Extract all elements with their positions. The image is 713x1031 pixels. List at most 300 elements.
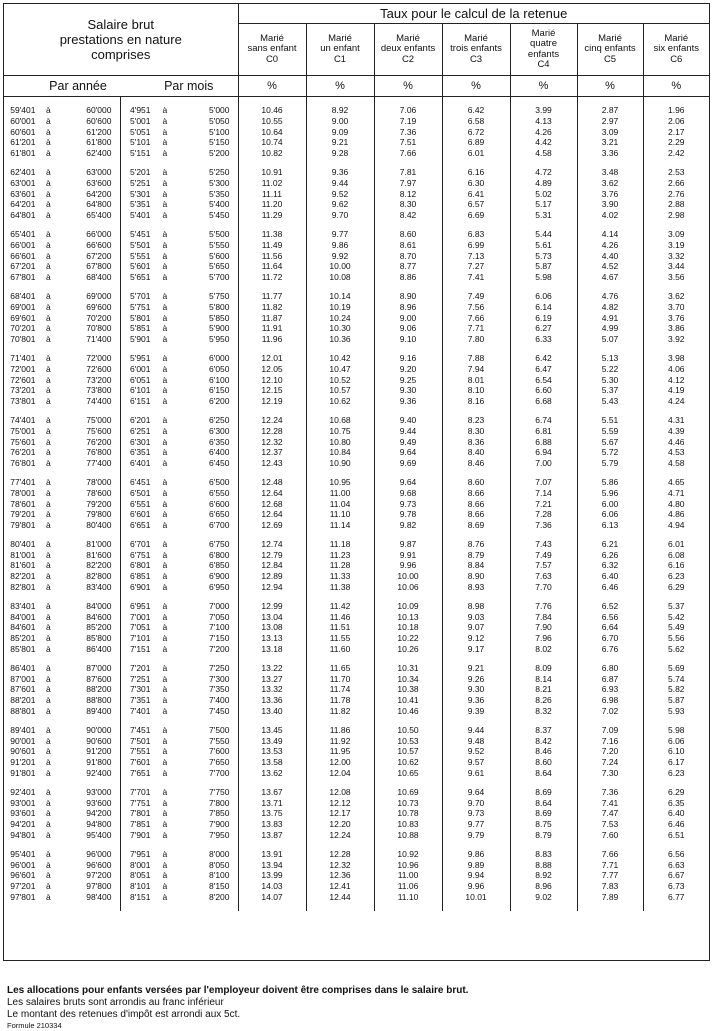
salary-range-cell: [120, 622, 238, 633]
rate-cell: 9.73: [374, 499, 442, 510]
range-to: 5'500: [208, 228, 230, 239]
salary-range-cell: [4, 892, 120, 903]
rate-cell: 3.36: [577, 148, 643, 159]
rate-cell: 3.62: [667, 290, 685, 301]
spacer-cell: [4, 469, 120, 477]
range-from: 7'951: [129, 848, 151, 859]
salary-range-cell: [4, 313, 120, 324]
range-from: 61'801: [10, 148, 36, 159]
rate-cell: 13.53: [238, 746, 306, 757]
table-row: [4, 622, 709, 633]
rate-cell: 8.26: [510, 695, 577, 706]
salary-range: [4, 447, 120, 458]
rate-cell: 9.09: [306, 127, 374, 138]
rate-cell: 6.64: [577, 622, 643, 633]
spacer-cell: [643, 841, 709, 849]
salary-range: [121, 870, 238, 881]
range-from: 5'851: [129, 323, 151, 334]
rate-cell: 10.18: [374, 622, 442, 633]
group-spacer: [4, 841, 709, 849]
rate-cell: 6.98: [577, 695, 643, 706]
salary-range: [4, 261, 120, 272]
rate-cell: 11.00: [374, 870, 442, 881]
rate-cell: 9.64: [374, 477, 442, 488]
rate-cell: 8.92: [510, 870, 577, 881]
rate-cell: 4.65: [667, 476, 685, 487]
table-row: [4, 488, 709, 499]
rate-cell: 6.29: [667, 582, 685, 593]
range-to: 87'000: [86, 662, 112, 673]
range-separator: à: [162, 735, 168, 746]
spacer-cell: [510, 469, 577, 477]
salary-range-cell: [4, 808, 120, 819]
spacer-cell: [510, 593, 577, 601]
salary-range-cell: [4, 385, 120, 396]
salary-range: [121, 520, 238, 531]
rate-cell: 8.21: [510, 684, 577, 695]
rate-cell: 10.26: [374, 644, 442, 655]
rate-cell: 4.52: [577, 261, 643, 272]
salary-range: [121, 787, 238, 798]
spacer-cell: [442, 717, 510, 725]
range-separator: à: [162, 549, 168, 560]
range-from: 5'351: [129, 199, 151, 210]
salary-range: [4, 240, 120, 251]
range-to: 8'100: [208, 870, 230, 881]
rate-cell: 13.71: [238, 798, 306, 809]
range-from: 69'601: [10, 312, 36, 323]
rate-cell: 9.77: [442, 819, 510, 830]
rate-cell: 5.87: [667, 695, 685, 706]
rate-column-header-line: Marié: [531, 27, 556, 39]
rate-cell: 13.83: [238, 819, 306, 830]
rate-cell: 3.19: [667, 239, 685, 250]
range-separator: à: [162, 892, 168, 902]
rate-cell: 9.44: [374, 426, 442, 437]
rate-cell: 7.24: [577, 757, 643, 768]
range-from: 5'551: [129, 250, 151, 261]
range-separator: à: [162, 312, 168, 323]
salary-range: [4, 539, 120, 550]
range-to: 7'150: [208, 633, 230, 644]
spacer-cell: [510, 531, 577, 539]
range-to: 5'150: [208, 137, 230, 148]
range-to: 5'450: [208, 210, 230, 221]
range-from: 7'851: [129, 819, 151, 830]
range-from: 65'401: [10, 228, 36, 239]
rate-cell: 12.05: [238, 364, 306, 375]
rate-cell: 9.40: [374, 415, 442, 426]
spacer-cell: [120, 221, 238, 229]
range-from: 6'901: [129, 582, 151, 593]
salary-range: [121, 695, 238, 706]
salary-range: [4, 127, 120, 138]
salary-range-cell: [4, 860, 120, 871]
range-to: 70'800: [86, 323, 112, 334]
salary-range-cell: [4, 116, 120, 127]
spacer-cell: [510, 655, 577, 663]
rate-cell: 10.24: [306, 313, 374, 324]
range-to: 7'500: [208, 724, 230, 735]
rate-cell: 6.80: [577, 663, 643, 674]
table-row: [4, 644, 709, 655]
rate-cell: 11.56: [238, 251, 306, 262]
salary-range-cell: [120, 302, 238, 313]
table-row: [4, 302, 709, 313]
range-from: 63'601: [10, 188, 36, 199]
rate-cell: 11.04: [306, 499, 374, 510]
salary-range-cell: [120, 644, 238, 655]
rate-cell: 12.84: [238, 560, 306, 571]
rate-cell: 13.45: [238, 725, 306, 736]
rate-cell: 3.09: [577, 127, 643, 138]
rate-cell: 13.04: [238, 612, 306, 623]
rate-cell: 8.64: [510, 768, 577, 779]
range-from: 93'001: [10, 797, 36, 808]
group-spacer: [4, 779, 709, 787]
salary-range: [4, 746, 120, 757]
rate-cell: 12.99: [238, 601, 306, 612]
range-to: 6'700: [208, 520, 230, 531]
rate-cell: 13.67: [238, 787, 306, 798]
rate-cell: 6.32: [577, 560, 643, 571]
rate-cell: 8.23: [442, 415, 510, 426]
rate-cell: 9.87: [374, 539, 442, 550]
par-annee-label: Par année: [49, 79, 107, 93]
rate-cell: 8.69: [510, 787, 577, 798]
range-separator: à: [162, 724, 168, 735]
rate-cell: 11.91: [238, 323, 306, 334]
range-from: 5'801: [129, 312, 151, 323]
range-separator: à: [162, 374, 168, 385]
range-from: 6'601: [129, 509, 151, 520]
range-to: 8'050: [208, 859, 230, 870]
salary-range: [4, 644, 120, 655]
rate-cell: 11.78: [306, 695, 374, 706]
rate-cell: 9.64: [374, 447, 442, 458]
salary-range-cell: [120, 870, 238, 881]
table-row: [4, 334, 709, 345]
rate-cell: 10.41: [374, 695, 442, 706]
rate-cell: 4.89: [510, 178, 577, 189]
range-separator: à: [46, 414, 51, 425]
salary-range-cell: [4, 768, 120, 779]
rate-cell: 4.91: [577, 313, 643, 324]
salary-range-cell: [120, 137, 238, 148]
rate-cell: 10.36: [306, 334, 374, 345]
range-to: 5'750: [208, 290, 230, 301]
range-from: 86'401: [10, 662, 36, 673]
rate-cell: 5.22: [577, 364, 643, 375]
salary-range: [121, 684, 238, 695]
range-separator: à: [46, 137, 51, 148]
range-to: 7'800: [208, 797, 230, 808]
rate-cell: 10.64: [238, 127, 306, 138]
rate-cell: 6.60: [510, 385, 577, 396]
rate-cell: 9.70: [442, 798, 510, 809]
range-to: 86'400: [86, 644, 112, 655]
range-from: 67'801: [10, 272, 36, 283]
spacer-cell: [643, 283, 709, 291]
spacer-cell: [4, 531, 120, 539]
rate-cell: 9.17: [442, 644, 510, 655]
salary-range-cell: [4, 458, 120, 469]
range-from: 70'801: [10, 334, 36, 345]
rate-cell: 11.72: [238, 272, 306, 283]
salary-range-cell: [4, 353, 120, 364]
range-separator: à: [162, 662, 168, 673]
spacer-cell: [4, 221, 120, 229]
salary-range-cell: [120, 189, 238, 200]
salary-range-cell: [120, 458, 238, 469]
rate-cell: 12.94: [238, 582, 306, 593]
range-from: 90'001: [10, 735, 36, 746]
range-separator: à: [162, 425, 168, 436]
range-separator: à: [46, 115, 51, 126]
rate-column-header: [374, 24, 442, 76]
rate-cell: 11.46: [306, 612, 374, 623]
range-separator: à: [162, 881, 168, 892]
rate-cell: 8.01: [442, 375, 510, 386]
rate-cell: 3.44: [667, 261, 685, 272]
spacer-cell: [238, 283, 306, 291]
salary-range: [121, 706, 238, 717]
salary-range: [121, 105, 238, 116]
rate-cell: 4.80: [667, 498, 685, 509]
range-from: 81'601: [10, 560, 36, 571]
spacer-cell: [238, 97, 306, 106]
salary-range: [4, 612, 120, 623]
rate-cell: 5.37: [667, 600, 685, 611]
rate-column-header-line: C4: [537, 59, 550, 70]
range-separator: à: [162, 352, 168, 363]
rate-cell: 5.86: [577, 477, 643, 488]
rate-cell: 6.10: [667, 746, 685, 757]
rate-group-title: Taux pour le calcul de la retenue: [238, 4, 709, 24]
rate-cell: 12.10: [238, 375, 306, 386]
salary-range: [121, 364, 238, 375]
rate-cell: 8.42: [374, 210, 442, 221]
range-separator: à: [162, 830, 168, 841]
rate-cell: 8.83: [510, 849, 577, 860]
range-to: 6'150: [208, 385, 230, 396]
range-to: 5'650: [208, 261, 230, 272]
rate-cell: 12.20: [306, 819, 374, 830]
spacer-cell: [238, 159, 306, 167]
table-row: [4, 291, 709, 302]
rate-cell: 6.51: [667, 830, 685, 841]
rate-cell: 12.79: [238, 550, 306, 561]
salary-range-cell: [120, 229, 238, 240]
rate-cell: 6.56: [667, 848, 685, 859]
group-spacer: [4, 159, 709, 167]
range-to: 5'950: [208, 334, 230, 345]
range-to: 69'600: [86, 301, 112, 312]
range-to: 5'300: [208, 177, 230, 188]
rate-cell: 5.61: [510, 240, 577, 251]
salary-header-line-2: prestations en nature: [59, 32, 182, 47]
spacer-cell: [577, 469, 643, 477]
rate-cell: 4.24: [667, 396, 685, 407]
range-from: 97'801: [10, 892, 36, 902]
rate-cell: 8.32: [510, 706, 577, 717]
range-separator: à: [46, 323, 51, 334]
rate-cell: 10.30: [306, 323, 374, 334]
range-from: 69'001: [10, 301, 36, 312]
range-from: 5'751: [129, 301, 151, 312]
rate-cell: 6.74: [510, 415, 577, 426]
range-separator: à: [46, 239, 51, 250]
rate-cell: 9.96: [442, 881, 510, 892]
range-from: 94'801: [10, 830, 36, 841]
rate-cell: 10.06: [374, 582, 442, 593]
range-to: 63'600: [86, 177, 112, 188]
range-from: 82'801: [10, 582, 36, 593]
range-separator: à: [46, 272, 51, 283]
rate-cell: 9.86: [442, 849, 510, 860]
range-from: 70'201: [10, 323, 36, 334]
salary-range-cell: [120, 488, 238, 499]
salary-range-cell: [4, 539, 120, 550]
range-from: 6'851: [129, 571, 151, 582]
rate-cell: 13.87: [238, 830, 306, 841]
salary-range: [4, 571, 120, 582]
salary-range: [4, 375, 120, 386]
spacer-cell: [442, 159, 510, 167]
range-separator: à: [162, 177, 168, 188]
range-separator: à: [162, 137, 168, 148]
spacer-cell: [4, 841, 120, 849]
range-separator: à: [162, 396, 168, 407]
spacer-cell: [238, 345, 306, 353]
salary-range-cell: [4, 830, 120, 841]
range-separator: à: [162, 199, 168, 210]
rate-cell: 7.51: [374, 137, 442, 148]
salary-range: [4, 870, 120, 881]
range-to: 61'200: [86, 126, 112, 137]
spacer-cell: [4, 593, 120, 601]
rate-cell: 13.91: [238, 849, 306, 860]
range-to: 7'850: [208, 808, 230, 819]
rate-cell: 9.52: [442, 746, 510, 757]
salary-range: [4, 396, 120, 407]
salary-range: [121, 313, 238, 324]
salary-range: [121, 477, 238, 488]
rate-cell: 11.82: [238, 302, 306, 313]
rate-cell: 10.95: [306, 477, 374, 488]
rate-cell: 7.66: [442, 313, 510, 324]
table-row: [4, 798, 709, 809]
rate-cell: 5.93: [667, 706, 685, 717]
rate-cell: 13.22: [238, 663, 306, 674]
spacer-cell: [442, 779, 510, 787]
salary-range: [121, 560, 238, 571]
rate-cell: 6.42: [510, 353, 577, 364]
rate-cell: 9.02: [510, 892, 577, 903]
range-from: 5'001: [129, 115, 151, 126]
spacer-cell: [4, 903, 120, 911]
table-row: [4, 560, 709, 571]
spacer-cell: [120, 469, 238, 477]
table-row: [4, 251, 709, 262]
range-from: 5'251: [129, 177, 151, 188]
rate-cell: 11.23: [306, 550, 374, 561]
range-from: 97'201: [10, 881, 36, 892]
spacer-cell: [442, 469, 510, 477]
group-spacer: [4, 221, 709, 229]
rate-cell: 6.52: [577, 601, 643, 612]
salary-range-cell: [120, 674, 238, 685]
salary-range-cell: [4, 251, 120, 262]
range-separator: à: [46, 735, 51, 746]
percent-unit: %: [643, 76, 709, 97]
rate-cell: 2.87: [577, 105, 643, 116]
table-row: [4, 633, 709, 644]
rate-cell: 10.46: [238, 105, 306, 116]
range-to: 66'000: [86, 228, 112, 239]
range-from: 5'901: [129, 334, 151, 345]
salary-range-cell: [120, 757, 238, 768]
salary-range-cell: [120, 684, 238, 695]
salary-range-cell: [120, 148, 238, 159]
salary-range-cell: [120, 167, 238, 178]
salary-range-cell: [4, 849, 120, 860]
range-from: 6'651: [129, 520, 151, 531]
range-separator: à: [46, 582, 51, 593]
range-to: 66'600: [86, 239, 112, 250]
salary-range-cell: [120, 695, 238, 706]
rate-cell: 12.89: [238, 571, 306, 582]
range-separator: à: [46, 487, 51, 498]
group-spacer: [4, 531, 709, 539]
par-mois-label: Par mois: [164, 79, 214, 93]
rate-column-header-line: six enfants: [653, 43, 699, 55]
range-from: 66'601: [10, 250, 36, 261]
range-separator: à: [46, 768, 51, 779]
range-to: 6'350: [208, 436, 230, 447]
range-from: 6'051: [129, 374, 151, 385]
spacer-cell: [643, 407, 709, 415]
rate-cell: 9.70: [306, 210, 374, 221]
rate-cell: 8.66: [442, 509, 510, 520]
rate-cell: 10.75: [306, 426, 374, 437]
range-separator: à: [46, 746, 51, 757]
rate-cell: 8.96: [510, 881, 577, 892]
rate-cell: 5.87: [510, 261, 577, 272]
rate-cell: 13.40: [238, 706, 306, 717]
spacer-cell: [577, 655, 643, 663]
salary-range: [4, 509, 120, 520]
range-separator: à: [46, 199, 51, 210]
rate-cell: 9.12: [442, 633, 510, 644]
salary-range-cell: [120, 571, 238, 582]
salary-range-cell: [120, 663, 238, 674]
salary-range: [4, 334, 120, 345]
range-from: 7'401: [129, 706, 151, 717]
spacer-cell: [442, 593, 510, 601]
salary-range: [4, 458, 120, 469]
rate-cell: 11.18: [306, 539, 374, 550]
range-from: 5'951: [129, 352, 151, 363]
rate-column-header: [643, 24, 709, 76]
rate-cell: 7.56: [442, 302, 510, 313]
rate-cell: 7.89: [577, 892, 643, 903]
range-to: 92'400: [86, 768, 112, 779]
rate-cell: 9.91: [374, 550, 442, 561]
salary-range-cell: [120, 334, 238, 345]
range-to: 96'600: [86, 859, 112, 870]
salary-range-cell: [4, 520, 120, 531]
